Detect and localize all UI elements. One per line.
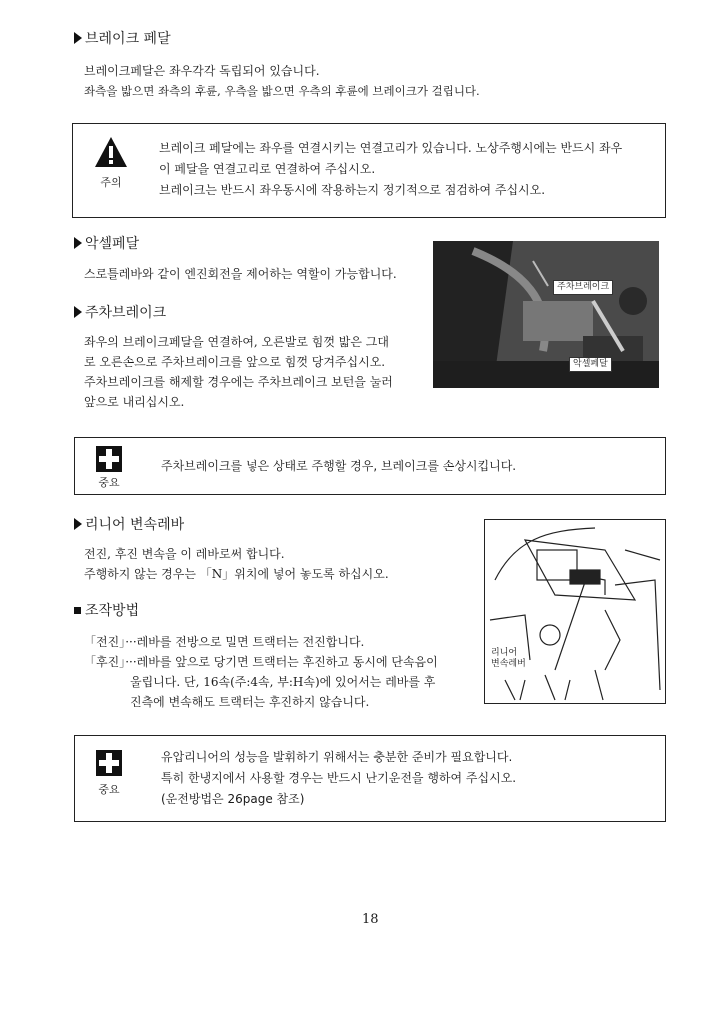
pedal-photo-image [433,241,659,388]
parking-line-1: 좌우의 브레이크페달을 연결하여, 오른발로 힘껏 밟은 그대 [84,335,389,349]
accel-pedal-callout: 악셀페달 [569,357,612,372]
caution-label: 주의 [100,176,122,189]
brake-line-1: 브레이크페달은 좌우각각 독립되어 있습니다. [84,64,320,78]
linear-heading-text: 리니어 변속레바 [85,517,185,533]
warning-triangle-icon [94,136,128,168]
linear-lever-callout [491,648,526,670]
brake-line-2: 좌측을 밟으면 좌측의 후륜, 우측을 밟으면 우측의 후륜에 브레이크가 걸립니다. [84,84,480,98]
parking-brake-callout: 주차브레이크 [553,280,613,295]
important2-line-2: 특히 한냉지에서 사용할 경우는 반드시 난기운전을 행하여 주십시오. [161,771,517,785]
triangle-bullet-icon [74,32,82,44]
reverse-cont-1: 울립니다. 단, 16속(주:4속, 부:H속)에 있어서는 레바를 후 [130,675,436,689]
important-box-1 [74,437,666,495]
important2-line-1: 유압리니어의 성능을 발휘하기 위해서는 충분한 준비가 필요합니다. [161,750,513,764]
cross-icon [96,446,122,472]
linear-heading [74,514,184,534]
lever-illustration [484,519,666,704]
linear-lever-callout-1: 리니어 [491,648,518,658]
parking-heading [74,302,166,322]
accel-line-1: 스로틀레바와 같이 엔진회전을 제어하는 역할이 가능합니다. [84,267,397,281]
operation-heading [74,600,139,620]
pedal-photo [433,241,659,388]
caution-line-2: 이 페달을 연결고리로 연결하여 주십시오. [159,162,376,176]
parking-line-2: 로 오른손으로 주차브레이크를 앞으로 힘껏 당겨주십시오. [84,355,386,369]
lever-drawing [485,520,665,703]
caution-box [72,123,666,218]
caution-line-1: 브레이크 페달에는 좌우를 연결시키는 연결고리가 있습니다. 노상주행시에는 반드시 좌우 [159,141,623,155]
forward-line [84,632,364,652]
linear-line-1: 전진, 후진 변속을 이 레바로써 합니다. [84,547,285,561]
brake-heading [74,28,171,48]
important-label-2: 중요 [98,783,120,796]
important-label-1: 중요 [98,476,120,489]
linear-text [84,544,389,584]
triangle-bullet-icon [74,518,82,530]
linear-line-2: 주행하지 않는 경우는 「N」위치에 넣어 놓도록 하십시오. [84,567,389,581]
reverse-line [84,652,438,672]
parking-line-3: 주차브레이크를 해제할 경우에는 주차브레이크 보턴을 눌러 [84,375,393,389]
brake-heading-text: 브레이크 페달 [85,31,171,47]
forward-key: 「전진」 [84,635,126,649]
caution-text [159,138,659,201]
operation-heading-text: 조작방법 [85,603,140,619]
important-box-2 [74,735,666,822]
important2-line-3: (운전방법은 26page 참조) [161,792,305,806]
important-text-1: 주차브레이크를 넣은 상태로 주행할 경우, 브레이크를 손상시킵니다. [161,459,517,473]
caution-line-3: 브레이크는 반드시 좌우동시에 작용하는지 정기적으로 점검하여 주십시오. [159,183,546,197]
cross-icon [96,750,122,776]
parking-text [84,332,404,412]
parking-line-4: 앞으로 내리십시오. [84,395,185,409]
accel-heading-text: 악셀페달 [85,236,140,252]
forward-text: ···레바를 전방으로 밀면 트랙터는 전진합니다. [125,635,365,649]
linear-lever-callout-2: 변속레버 [491,659,526,669]
important-text-2 [161,747,516,810]
accel-heading [74,233,139,253]
reverse-key: 「후진」 [84,655,126,669]
parking-heading-text: 주차브레이크 [85,305,167,321]
triangle-bullet-icon [74,306,82,318]
reverse-continuation [130,672,435,712]
triangle-bullet-icon [74,237,82,249]
reverse-text: ···레바를 앞으로 당기면 트랙터는 후진하고 동시에 단속음이 [125,655,438,669]
square-bullet-icon [74,607,81,614]
reverse-cont-2: 진측에 변속해도 트랙터는 후진하지 않습니다. [130,695,370,709]
page-number: 18 [362,912,379,927]
